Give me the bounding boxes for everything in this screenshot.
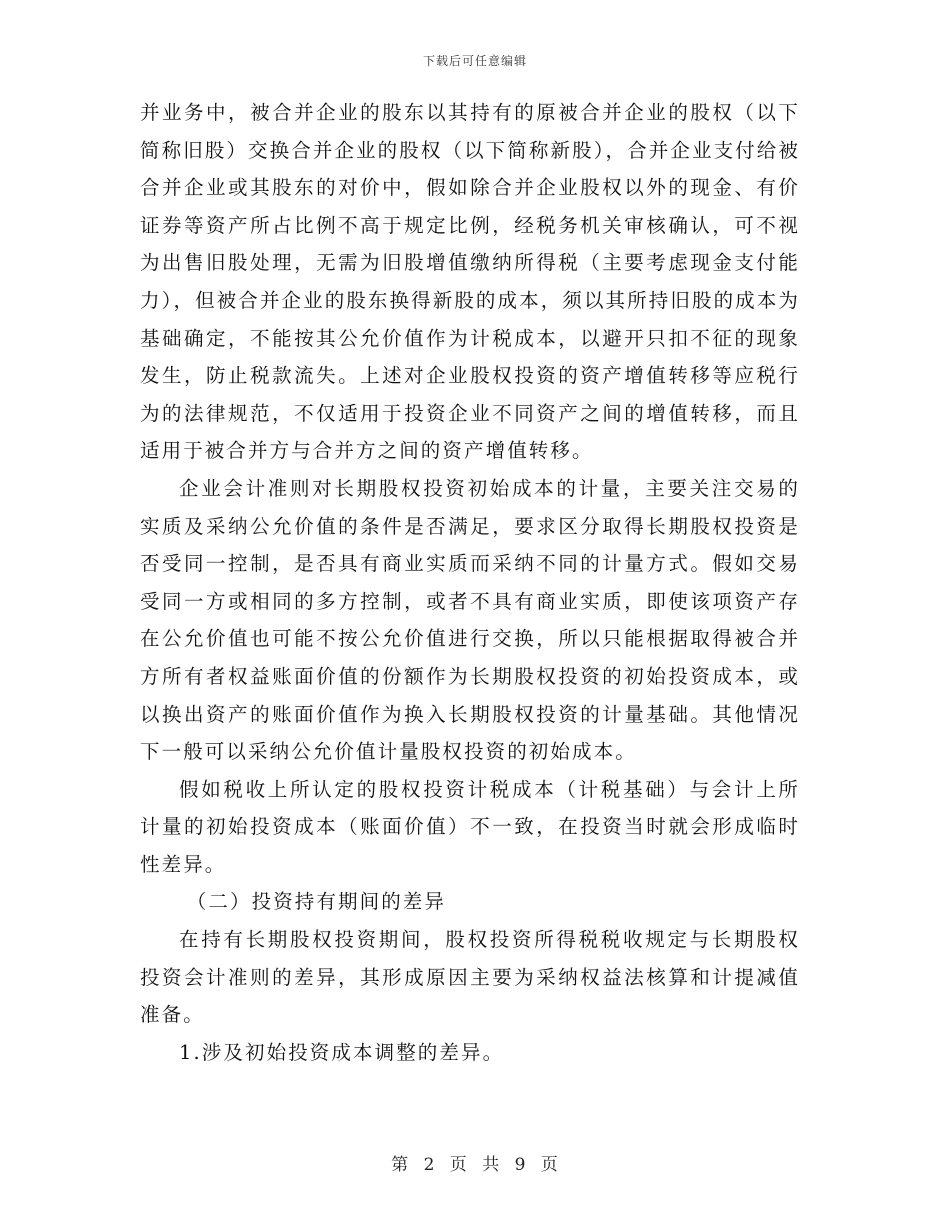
footer-page-unit: 页	[449, 1155, 468, 1175]
page-footer	[0, 1150, 950, 1175]
paragraph-temporary-difference: 假如税收上所认定的股权投资计税成本（计税基础）与会计上所计量的初始投资成本（账面价值）不一致，在投资当时就会形成临时性差异。	[140, 777, 800, 876]
section-heading: （二）投资持有期间的差异	[186, 890, 446, 914]
header-note: 下载后可任意编辑	[422, 54, 527, 68]
footer-prefix: 第	[391, 1155, 410, 1175]
document-body	[140, 94, 800, 1071]
paragraph-continuation: 并业务中，被合并企业的股东以其持有的原被合并企业的股权（以下简称旧股）交换合并企业的股权（以下简称新股），合并企业支付给被合并企业或其股东的对价中，假如除合并企业股权以外的现金、有价证券等资产所占比例不高于规定比例，经税务机关审核确认，可不视为出售旧股处理，无需为旧股增值缴纳所得税（主要考虑现金支付能力），但被合并企业的股东换得新股的成本，须以其所持旧股的成本为基础确定，不能按其公允价值作为计税成本，以避开只扣不征的现象发生，防止税款流失。上述对企业股权投资的资产增值转移等应税行为的法律规范，不仅适用于投资企业不同资产之间的增值转移，而且适用于被合并方与合并方之间的资产增值转移。	[140, 101, 800, 463]
footer-total-prefix: 共	[482, 1155, 501, 1175]
paragraph-accounting-standard: 企业会计准则对长期股权投资初始成本的计量，主要关注交易的实质及采纳公允价值的条件是否满足，要求区分取得长期股权投资是否受同一控制，是否具有商业实质而采纳不同的计量方式。假如交易受同一方或相同的多方控制，或者不具有商业实质，即使该项资产存在公允价值也可能不按公允价值进行交换，所以只能根据取得被合并方所有者权益账面价值的份额作为长期股权投资的初始投资成本，或以换出资产的账面价值作为换入长期股权投资的计量基础。其他情况下一般可以采纳公允价值计量股权投资的初始成本。	[140, 476, 800, 764]
list-item-1: 1.涉及初始投资成本调整的差异。	[179, 1040, 505, 1064]
total-page-count: 9	[514, 1155, 527, 1175]
paragraph-holding-period: 在持有长期股权投资期间，股权投资所得税税收规定与长期股权投资会计准则的差异，其形成原因主要为采纳权益法核算和计提减值准备。	[140, 928, 800, 1027]
current-page-number: 2	[423, 1155, 436, 1175]
footer-total-unit: 页	[540, 1155, 559, 1175]
